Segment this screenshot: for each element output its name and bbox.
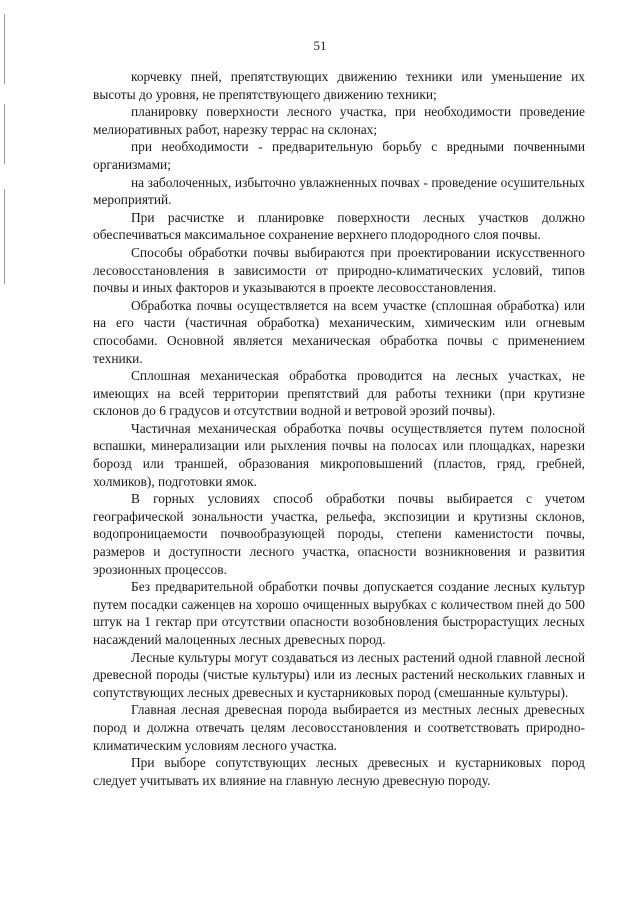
page-body xyxy=(93,68,585,789)
scan-margin-marks xyxy=(4,14,6,284)
paragraph-drainage: на заболоченных, избыточно увлажненных почвах - проведение осушительных мероприятий. xyxy=(93,174,585,208)
paragraph-full-treatment: Сплошная механическая обработка проводится на лесных участках, не имеющих на всей территории препятствий для работы техники (при крутизне склонов до 6 градусов и отсутствии водной и ветровой эрозий почвы). xyxy=(93,368,585,419)
paragraph-main-species: Главная лесная древесная порода выбирается из местных лесных древесных пород и должна отвечать целям лесовосстановления и соответствовать природно-климатическим условиям лесного участка. xyxy=(93,702,585,753)
page-number: 51 xyxy=(313,38,327,53)
paragraph-treatment-methods: Способы обработки почвы выбираются при проектировании искусственного лесовосстановления в зависимости от природно-климатических условий, типов почвы и иных факторов и указываются в проекте лесовосстановления. xyxy=(93,244,585,296)
paragraph-pest-control: при необходимости - предварительную борьбу с вредными почвенными организмами; xyxy=(93,139,585,172)
paragraph-mountain-conditions: В горных условиях способ обработки почвы выбирается с учетом географической зональности участка, рельефа, экспозиции и крутизны склонов, водопроницаемости почвообразующей породы, степени каменистости почвы, размеров и доступности лесного участка, опасности возникновения и развития эрозионных процессов. xyxy=(93,491,585,577)
paragraph-topsoil-preservation: При расчистке и планировке поверхности лесных участков должно обеспечиваться максимальное сохранение верхнего плодородного слоя почвы. xyxy=(93,209,585,243)
paragraph-surface-leveling: планировку поверхности лесного участка, при необходимости проведение мелиоративных работ, нарезку террас на склонах; xyxy=(93,104,585,137)
paragraph-forest-cultures: Лесные культуры могут создаваться из лесных растений одной главной лесной древесной породы (чистые культуры) или из лесных растений нескольких главных и сопутствующих лесных древесных и кустарниковых пород (смешанные культуры). xyxy=(93,649,585,700)
paragraph-companion-species: При выборе сопутствующих лесных древесных и кустарниковых пород следует учитывать их влияние на главную лесную древесную породу. xyxy=(93,755,585,788)
paragraph-no-pretreatment: Без предварительной обработки почвы допускается создание лесных культур путем посадки саженцев на хорошо очищенных вырубках с количеством пней до 500 штук на 1 гектар при отсутствии опасности возобновления быстрорастущих лесных насаждений малоценных лесных древесных пород. xyxy=(93,579,585,647)
paragraph-stump-removal: корчевку пней, препятствующих движению техники или уменьшение их высоты до уровня, не препятствующего движению техники; xyxy=(93,69,585,102)
paragraph-partial-treatment: Частичная механическая обработка почвы осуществляется путем полосной вспашки, минерализации или рыхления почвы на полосах или площадках, нарезки борозд или траншей, образования микроповышений (пластов, гряд, гребней, холмиков), подготовки ямок. xyxy=(93,420,585,489)
paragraph-treatment-scope: Обработка почвы осуществляется на всем участке (сплошная обработка) или на его части (частичная обработка) механическим, химическим или огневым способами. Основной является механическая обработка почвы с применением техники. xyxy=(93,297,585,366)
